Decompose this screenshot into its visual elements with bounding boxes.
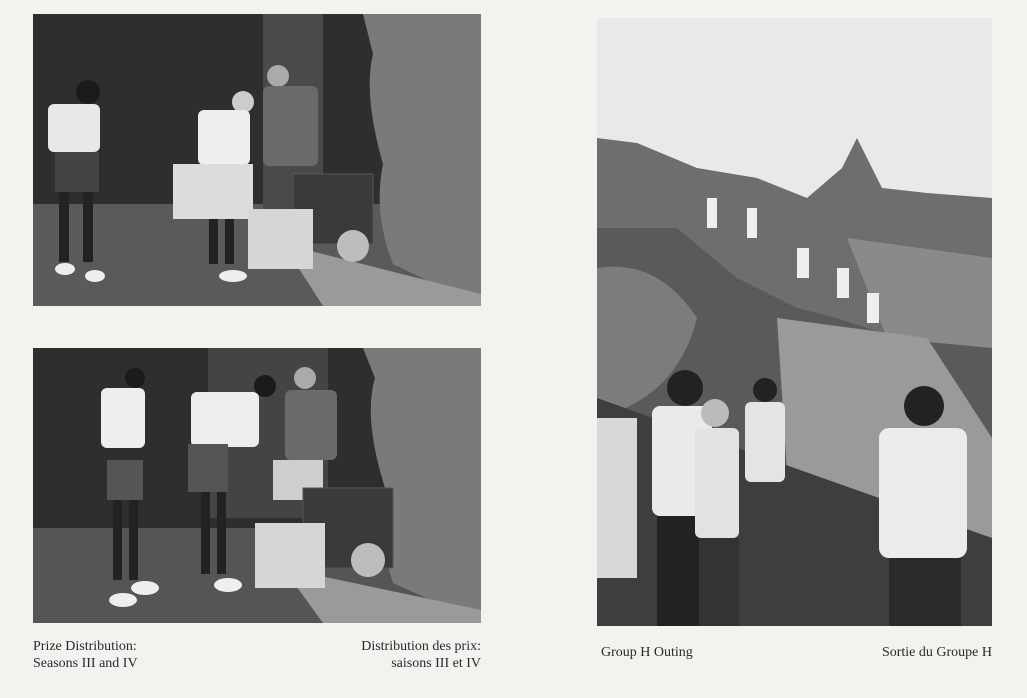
- prize-distribution-caption-fr: [361, 638, 481, 672]
- caption-line: Seasons III and IV: [33, 656, 138, 671]
- caption-line: Distribution des prix:: [361, 639, 481, 654]
- group-outing-photo: [597, 18, 992, 626]
- group-outing-caption-en: Group H Outing: [601, 645, 693, 660]
- caption-line: Prize Distribution:: [33, 639, 137, 654]
- prize-distribution-photo-1: [33, 14, 481, 306]
- caption-line: saisons III et IV: [391, 656, 481, 671]
- group-outing-caption-fr: Sortie du Groupe H: [881, 645, 992, 660]
- prize-distribution-photo-2: [33, 348, 481, 623]
- prize-distribution-caption-en: [33, 638, 138, 672]
